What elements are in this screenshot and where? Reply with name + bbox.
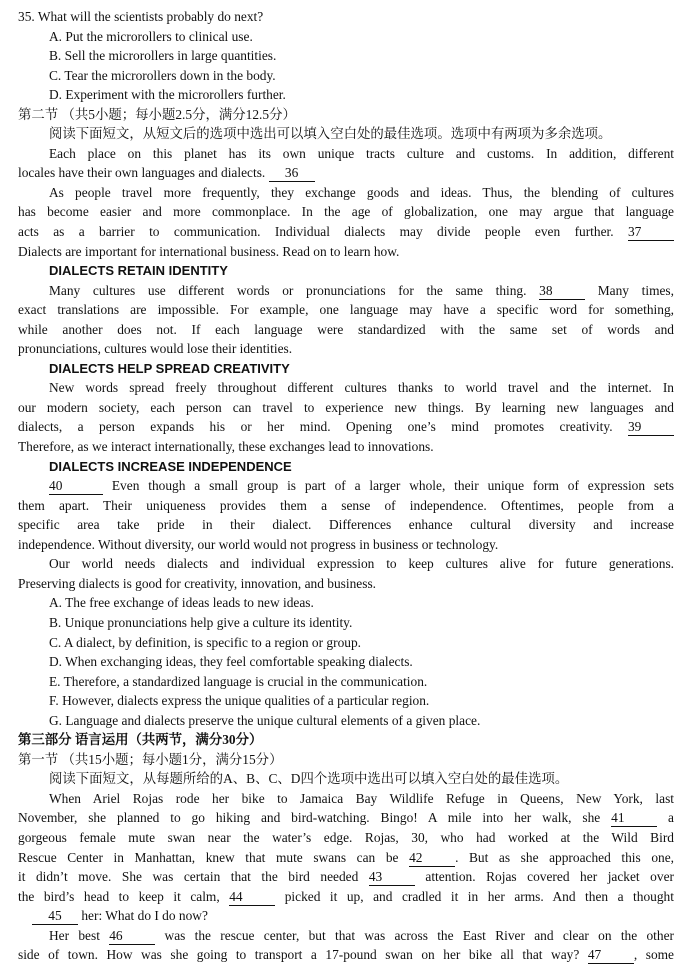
passage2-line4: Rescue Center in Manhattan, knew that mute swans can be 42 . But as she approached this one,: [18, 849, 674, 865]
passage1-p2-line2: has become easier and more commonplace. In the age of globalization, one may argue that language: [18, 204, 674, 220]
blank-40: 40: [49, 478, 103, 495]
blank-37: 37: [628, 224, 674, 241]
q35-option-c: C. Tear the microrollers down in the body.: [49, 67, 276, 83]
question-35-stem: 35. What will the scientists probably do next?: [18, 9, 264, 24]
passage1-p1-line2: locales have their own languages and dialects. 36: [18, 163, 674, 183]
part-3-sub-header: 第一节 （共15小题；每小题1分，满分15分）: [18, 751, 283, 767]
blank-38: 38: [539, 283, 585, 300]
passage1-p3-line2: exact translations are impossible. For example, one language may have a specific word for something,: [18, 302, 674, 318]
option-e: E. Therefore, a standardized language is crucial in the communication.: [49, 673, 428, 689]
passage2-line3: gorgeous female mute swan near the water’s edge. Rojas, 30, who had worked at the Wild Bird: [18, 829, 674, 845]
passage1-p1-line1: Each place on this planet has its own unique tracts culture and customs. In addition, different: [49, 145, 674, 161]
section-2-instruction: 阅读下面短文，从短文后的选项中选出可以填入空白处的最佳选项。选项中有两项为多余选项。: [49, 126, 612, 142]
option-c: C. A dialect, by definition, is specific to a region or group.: [49, 634, 362, 650]
section-2-header: 第二节 （共5小题；每小题2.5分，满分12.5分）: [18, 106, 296, 122]
blank-43: 43: [369, 869, 415, 886]
passage2-line8: Her best 46 was the rescue center, but that was across the East River and clear on the other: [49, 927, 674, 943]
passage1-p3-line3: while another does not. If each language were standardized with the same set of words and: [18, 321, 674, 337]
passage2-line9: side of town. How was she going to transport a 17-pound swan on her bike all that way? 47 , some: [18, 947, 674, 963]
heading-dialects-help-spread-creativity: DIALECTS HELP SPREAD CREATIVITY: [49, 360, 290, 376]
blank-45: 45: [32, 908, 78, 925]
passage1-p4-line2: our modern society, each person can travel to experience new things. By learning new languages and: [18, 399, 674, 415]
blank-41: 41: [611, 810, 657, 827]
passage1-p6-line2: Preserving dialects is good for creativity, innovation, and business.: [18, 575, 377, 591]
q35-option-a: A. Put the microrollers to clinical use.: [49, 28, 253, 44]
part-3-instruction: 阅读下面短文，从每题所给的A、B、C、D四个选项中选出可以填入空白处的最佳选项。: [49, 771, 569, 787]
passage1-p2-line4: Dialects are important for international business. Read on to learn how.: [18, 243, 400, 259]
passage2-line6: the bird’s head to keep it calm, 44 picked it up, and cradled it in her arms. And then a thought: [18, 888, 674, 904]
blank-44: 44: [229, 889, 275, 906]
option-g: G. Language and dialects preserve the unique cultural elements of a given place.: [49, 712, 481, 728]
option-d: D. When exchanging ideas, they feel comfortable speaking dialects.: [49, 654, 413, 670]
option-a: A. The free exchange of ideas leads to new ideas.: [49, 595, 314, 611]
passage2-line7: 45 her: What do I do now?: [18, 906, 674, 926]
blank-47: 47: [588, 947, 634, 964]
passage1-p5-line1: 40 Even though a small group is part of a larger whole, their unique form of expression sets: [49, 478, 674, 494]
passage1-p4-line4: Therefore, as we interact internationally, these exchanges lead to innovations.: [18, 439, 434, 455]
passage2-line1: When Ariel Rojas rode her bike to Jamaica Bay Wildlife Refuge in Queens, New York, last: [49, 790, 674, 806]
passage1-p2-line1: As people travel more frequently, they exchange goods and ideas. Thus, the blending of cultures: [49, 184, 674, 200]
passage1-p2-line3: acts as a barrier to communication. Individual dialects may divide people even further. 37: [18, 222, 674, 242]
heading-dialects-increase-independence: DIALECTS INCREASE INDEPENDENCE: [49, 458, 292, 474]
part-3-header: 第三部分 语言运用（共两节，满分30分）: [18, 732, 263, 748]
blank-46: 46: [109, 928, 155, 945]
blank-39: 39: [628, 419, 674, 436]
blank-36: 36: [269, 165, 315, 182]
option-b: B. Unique pronunciations help give a culture its identity.: [49, 614, 353, 630]
passage1-p5-line4: independence. Without diversity, our world would not progress in business or technology.: [18, 536, 499, 552]
passage1-p3-line1: Many cultures use different words or pronunciations for the same thing. 38 Many times,: [49, 282, 674, 298]
passage1-p4-line3: dialects, a person expands his or her mind. Opening one’s mind promotes creativity. 39: [18, 417, 674, 437]
passage1-p5-line3: specific area take pride in their dialect. Differences enhance cultural diversity and increase: [18, 517, 674, 533]
passage1-p5-line2: them apart. Their uniqueness provides them a sense of independence. Oftentimes, people from a: [18, 497, 674, 513]
option-f: F. However, dialects express the unique qualities of a particular region.: [49, 693, 430, 709]
passage1-p3-line4: pronunciations, cultures would lose their identities.: [18, 341, 293, 357]
q35-option-d: D. Experiment with the microrollers further.: [49, 87, 286, 103]
blank-42: 42: [409, 850, 455, 867]
passage2-line2: November, she planned to go hiking and bird-watching. Bingo! A mile into her walk, she 41 a: [18, 810, 674, 826]
passage1-p6-line1: Our world needs dialects and individual expression to keep cultures alive for future generations.: [49, 556, 674, 572]
passage1-p4-line1: New words spread freely throughout different cultures thanks to world travel and the internet. In: [49, 380, 674, 396]
heading-dialects-retain-identity: DIALECTS RETAIN IDENTITY: [49, 263, 228, 279]
passage2-line5: it didn’t move. She was certain that the bird needed 43 attention. Rojas covered her jacket over: [18, 869, 674, 885]
q35-option-b: B. Sell the microrollers in large quantities.: [49, 48, 277, 64]
